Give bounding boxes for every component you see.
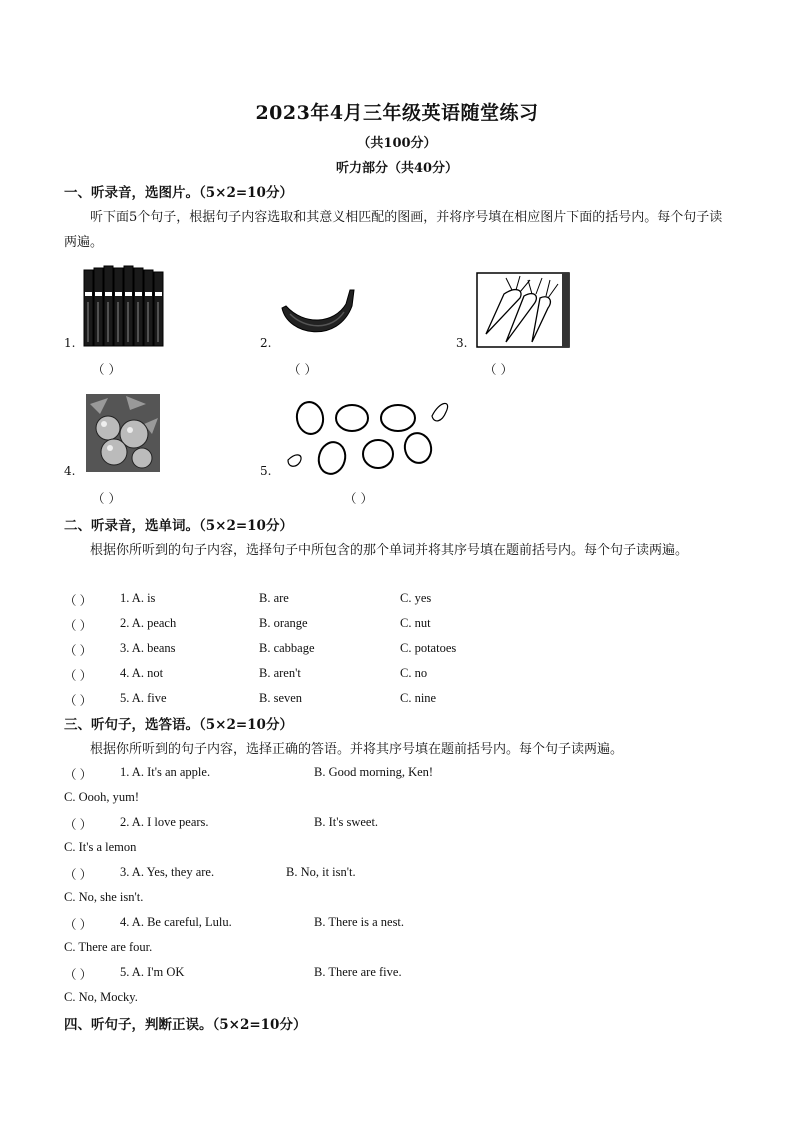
word-question-row [64, 691, 724, 711]
listening-part-heading: 听力部分（共40分） [335, 161, 459, 176]
section4-heading: 四、听句子，判断正误。（5×2=10分） [64, 1017, 307, 1033]
picture-number-5: 5. [260, 464, 272, 478]
option-b: B. are [259, 591, 289, 605]
option-c: C. yes [400, 591, 432, 605]
answer-blank-3[interactable]: （ ） [484, 362, 513, 377]
answer-blank[interactable]: （ ） [64, 644, 93, 658]
answer-blank[interactable]: （ ） [64, 768, 93, 782]
answer-blank[interactable]: （ ） [64, 669, 93, 683]
word-question-row [64, 666, 724, 686]
option-a: 5. A. five [120, 691, 167, 705]
option-a: 2. A. I love pears. [120, 815, 209, 829]
picture-number-3: 3. [456, 336, 468, 350]
option-a: 3. A. beans [120, 641, 176, 655]
option-c: C. It's a lemon [64, 840, 137, 854]
answer-blank[interactable]: （ ） [64, 968, 93, 982]
option-a: 4. A. not [120, 666, 164, 680]
response-question-row [64, 915, 724, 935]
response-question-row [64, 815, 724, 835]
total-score: （共100分） [357, 136, 437, 151]
option-b: B. No, it isn't. [286, 865, 356, 879]
answer-blank[interactable]: （ ） [64, 619, 93, 633]
option-c: C. There are four. [64, 940, 153, 954]
option-c: C. potatoes [400, 641, 457, 655]
picture-number-4: 4. [64, 464, 76, 478]
answer-blank[interactable]: （ ） [64, 594, 93, 608]
markers-image [80, 262, 168, 350]
section3-instruction: 根据你所听到的句子内容，选择正确的答语。并将其序号填在题前括号内。每个句子读两遍。 [90, 742, 624, 757]
response-question-row [64, 965, 724, 985]
response-question-row [64, 765, 724, 785]
section1-heading: 一、听录音，选图片。（5×2=10分） [64, 185, 293, 201]
option-b: B. aren't [259, 666, 301, 680]
option-b: B. seven [259, 691, 303, 705]
option-c: C. no [400, 666, 428, 680]
page-title: 2023年4月三年级英语随堂练习 [255, 102, 539, 124]
word-question-row [64, 591, 724, 611]
option-b: B. There are five. [314, 965, 402, 979]
section2-instruction: 根据你所听到的句子内容，选择句子中所包含的那个单词并将其序号填在题前括号内。每个句子读两遍。 [90, 543, 689, 558]
answer-blank[interactable]: （ ） [64, 818, 93, 832]
option-a: 4. A. Be careful, Lulu. [120, 915, 232, 929]
option-a: 1. A. is [120, 591, 156, 605]
answer-blank[interactable]: （ ） [64, 694, 93, 708]
response-question-row [64, 865, 724, 885]
option-b: B. There is a nest. [314, 915, 405, 929]
option-c: C. nine [400, 691, 437, 705]
option-b: B. Good morning, Ken! [314, 765, 434, 779]
option-b: B. cabbage [259, 641, 315, 655]
answer-blank[interactable]: （ ） [64, 918, 93, 932]
banana-image [278, 286, 362, 346]
option-a: 2. A. peach [120, 616, 177, 630]
option-c: C. Oooh, yum! [64, 790, 139, 804]
option-b: B. It's sweet. [314, 815, 379, 829]
option-c: C. No, Mocky. [64, 990, 138, 1004]
picture-number-2: 2. [260, 336, 272, 350]
carrots-image [476, 272, 570, 348]
option-a: 1. A. It's an apple. [120, 765, 211, 779]
beans-image [282, 396, 466, 476]
peaches-image [86, 394, 160, 472]
section3-heading: 三、听句子，选答语。（5×2=10分） [64, 717, 293, 733]
answer-blank-2[interactable]: （ ） [288, 362, 317, 377]
option-b: B. orange [259, 616, 308, 630]
answer-blank-4[interactable]: （ ） [92, 491, 121, 506]
option-a: 5. A. I'm OK [120, 965, 185, 979]
option-a: 3. A. Yes, they are. [120, 865, 215, 879]
option-c: C. nut [400, 616, 431, 630]
answer-blank-5[interactable]: （ ） [344, 491, 373, 506]
picture-number-1: 1. [64, 336, 76, 350]
option-c: C. No, she isn't. [64, 890, 144, 904]
section1-instruction: 听下面5个句子，根据句子内容选取和其意义相匹配的图画，并将序号填在相应图片下面的括号内。每个句子读两遍。 [64, 210, 723, 250]
section2-heading: 二、听录音，选单词。（5×2=10分） [64, 518, 293, 534]
word-question-row [64, 641, 724, 661]
answer-blank-1[interactable]: （ ） [92, 362, 121, 377]
word-question-row [64, 616, 724, 636]
answer-blank[interactable]: （ ） [64, 868, 93, 882]
